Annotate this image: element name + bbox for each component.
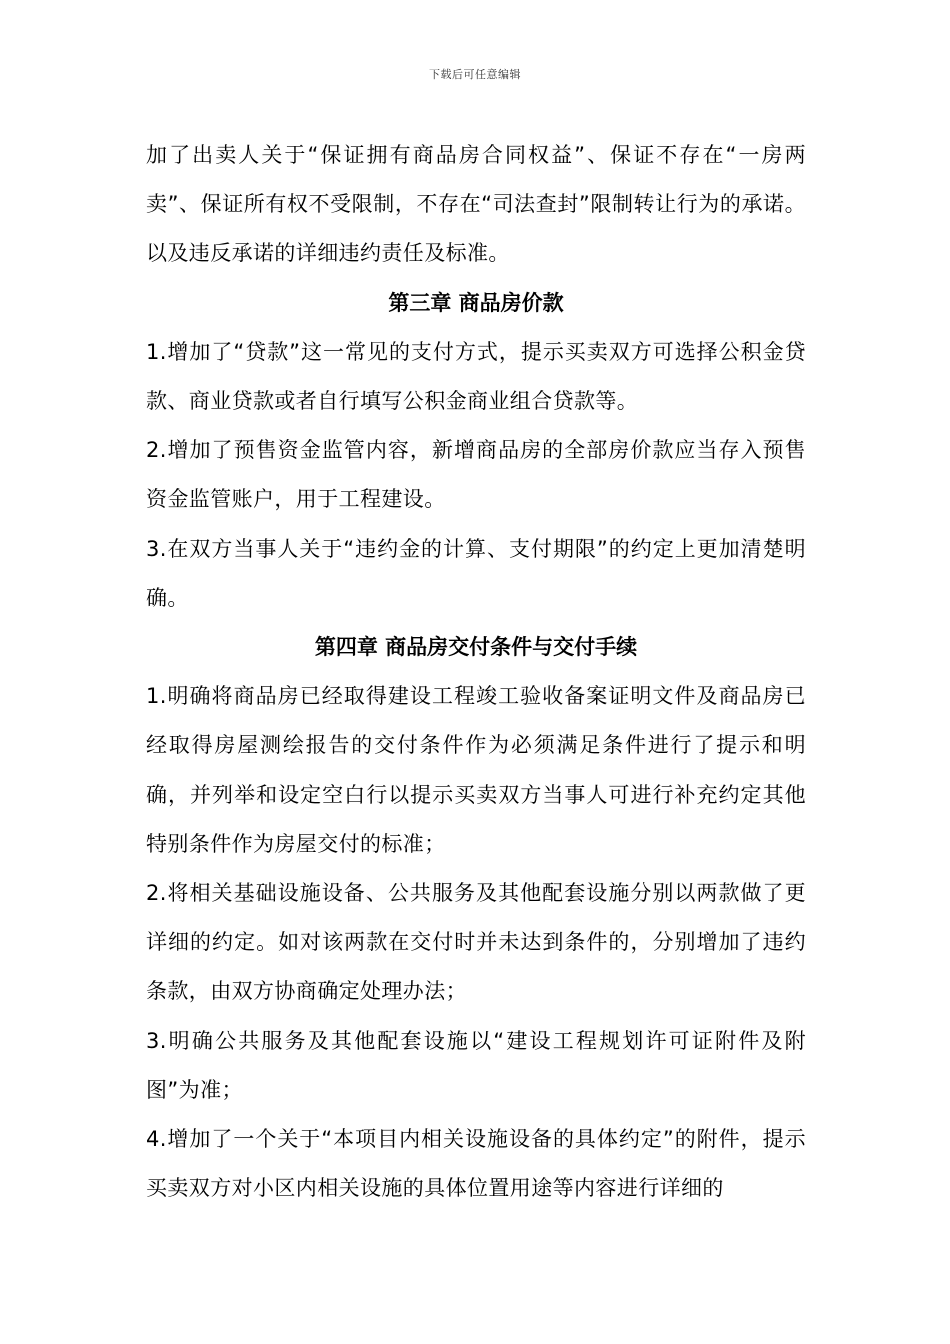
chapter-3-heading: 第三章 商品房价款: [388, 290, 564, 315]
page-header: 下载后可任意编辑: [429, 68, 521, 81]
paragraph-seller-commitments: 加了出卖人关于“保证拥有商品房合同权益”、保证不存在“一房两卖”、保证所有权不受限制，不存在“司法查封”限制转让行为的承诺。以及违反承诺的详细违约责任及标准。: [146, 143, 806, 266]
paragraph-ch4-item-2: 2.将相关基础设施设备、公共服务及其他配套设施分别以两款做了更详细的约定。如对该两款在交付时并未达到条件的，分别增加了违约条款，由双方协商确定处理办法；: [146, 881, 806, 1004]
document-body: [146, 131, 806, 1213]
paragraph-ch4-item-4: 4.增加了一个关于“本项目内相关设施设备的具体约定”的附件，提示买卖双方对小区内相关设施的具体位置用途等内容进行详细的: [146, 1127, 806, 1201]
paragraph-ch4-item-3: 3.明确公共服务及其他配套设施以“建设工程规划许可证附件及附图”为准；: [146, 1028, 806, 1102]
paragraph-ch3-item-1: 1.增加了“贷款”这一常见的支付方式，提示买卖双方可选择公积金贷款、商业贷款或者自行填写公积金商业组合贷款等。: [146, 339, 806, 414]
chapter-4-heading: 第四章 商品房交付条件与交付手续: [314, 635, 638, 660]
paragraph-ch3-item-2: 2.增加了预售资金监管内容，新增商品房的全部房价款应当存入预售资金监管账户，用于工程建设。: [146, 438, 806, 512]
paragraph-ch4-item-1: 1.明确将商品房已经取得建设工程竣工验收备案证明文件及商品房已经取得房屋测绘报告的交付条件作为必须满足条件进行了提示和明确，并列举和设定空白行以提示买卖双方当事人可进行补充约定其他特别条件作为房屋交付的标准；: [146, 684, 806, 856]
paragraph-ch3-item-3: 3.在双方当事人关于“违约金的计算、支付期限”的约定上更加清楚明确。: [146, 536, 806, 610]
